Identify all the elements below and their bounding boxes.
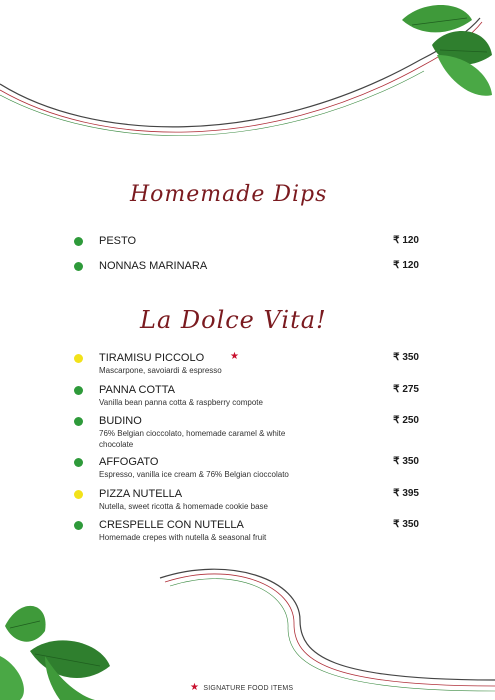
menu-item — [74, 488, 424, 514]
legend-label: SIGNATURE FOOD ITEMS — [203, 685, 294, 692]
signature-legend — [190, 677, 293, 695]
item-description: Homemade crepes with nutella & seasonal fruit — [99, 533, 267, 542]
veg-indicator-icon — [74, 458, 83, 467]
item-description: Vanilla bean panna cotta & raspberry compote — [99, 398, 263, 407]
item-name: PANNA COTTA — [99, 384, 175, 396]
item-price: ₹ 395 — [393, 488, 419, 499]
item-name: BUDINO — [99, 415, 142, 427]
veg-indicator-icon — [74, 417, 83, 426]
item-price: ₹ 350 — [393, 456, 419, 467]
signature-star-icon: ★ — [230, 351, 239, 362]
menu-item — [74, 456, 424, 482]
item-name: AFFOGATO — [99, 456, 159, 468]
item-name: PIZZA NUTELLA — [99, 488, 183, 500]
basil-leaves-top-icon — [392, 0, 495, 100]
item-name: NONNAS MARINARA — [99, 260, 208, 272]
item-description: Espresso, vanilla ice cream & 76% Belgian cioccolato — [99, 470, 289, 479]
item-price: ₹ 350 — [393, 519, 419, 530]
section-title-homemade-dips: Homemade Dips — [130, 182, 328, 207]
item-price: ₹ 275 — [393, 384, 419, 395]
item-description: 76% Belgian cioccolato, homemade caramel & white chocolate — [99, 429, 286, 449]
item-description: Mascarpone, savoiardi & espresso — [99, 366, 222, 375]
egg-indicator-icon — [74, 490, 83, 499]
basil-leaves-bottom-icon — [0, 596, 112, 700]
veg-indicator-icon — [74, 237, 83, 246]
item-name: CRESPELLE CON NUTELLA — [99, 519, 244, 531]
veg-indicator-icon — [74, 521, 83, 530]
menu-item — [74, 519, 424, 545]
item-name: PESTO — [99, 235, 137, 247]
egg-indicator-icon — [74, 354, 83, 363]
item-description: Nutella, sweet ricotta & homemade cookie base — [99, 502, 268, 511]
veg-indicator-icon — [74, 386, 83, 395]
section-title-la-dolce-vita: La Dolce Vita! — [140, 306, 327, 334]
menu-item — [74, 260, 424, 276]
item-price: ₹ 120 — [393, 260, 419, 271]
signature-star-icon: ★ — [190, 682, 199, 693]
menu-item — [74, 235, 424, 251]
item-name: TIRAMISU PICCOLO — [99, 352, 205, 364]
item-price: ₹ 120 — [393, 235, 419, 246]
menu-item — [74, 352, 424, 378]
veg-indicator-icon — [74, 262, 83, 271]
item-price: ₹ 250 — [393, 415, 419, 426]
menu-item — [74, 384, 424, 410]
menu-item — [74, 415, 424, 453]
item-price: ₹ 350 — [393, 352, 419, 363]
